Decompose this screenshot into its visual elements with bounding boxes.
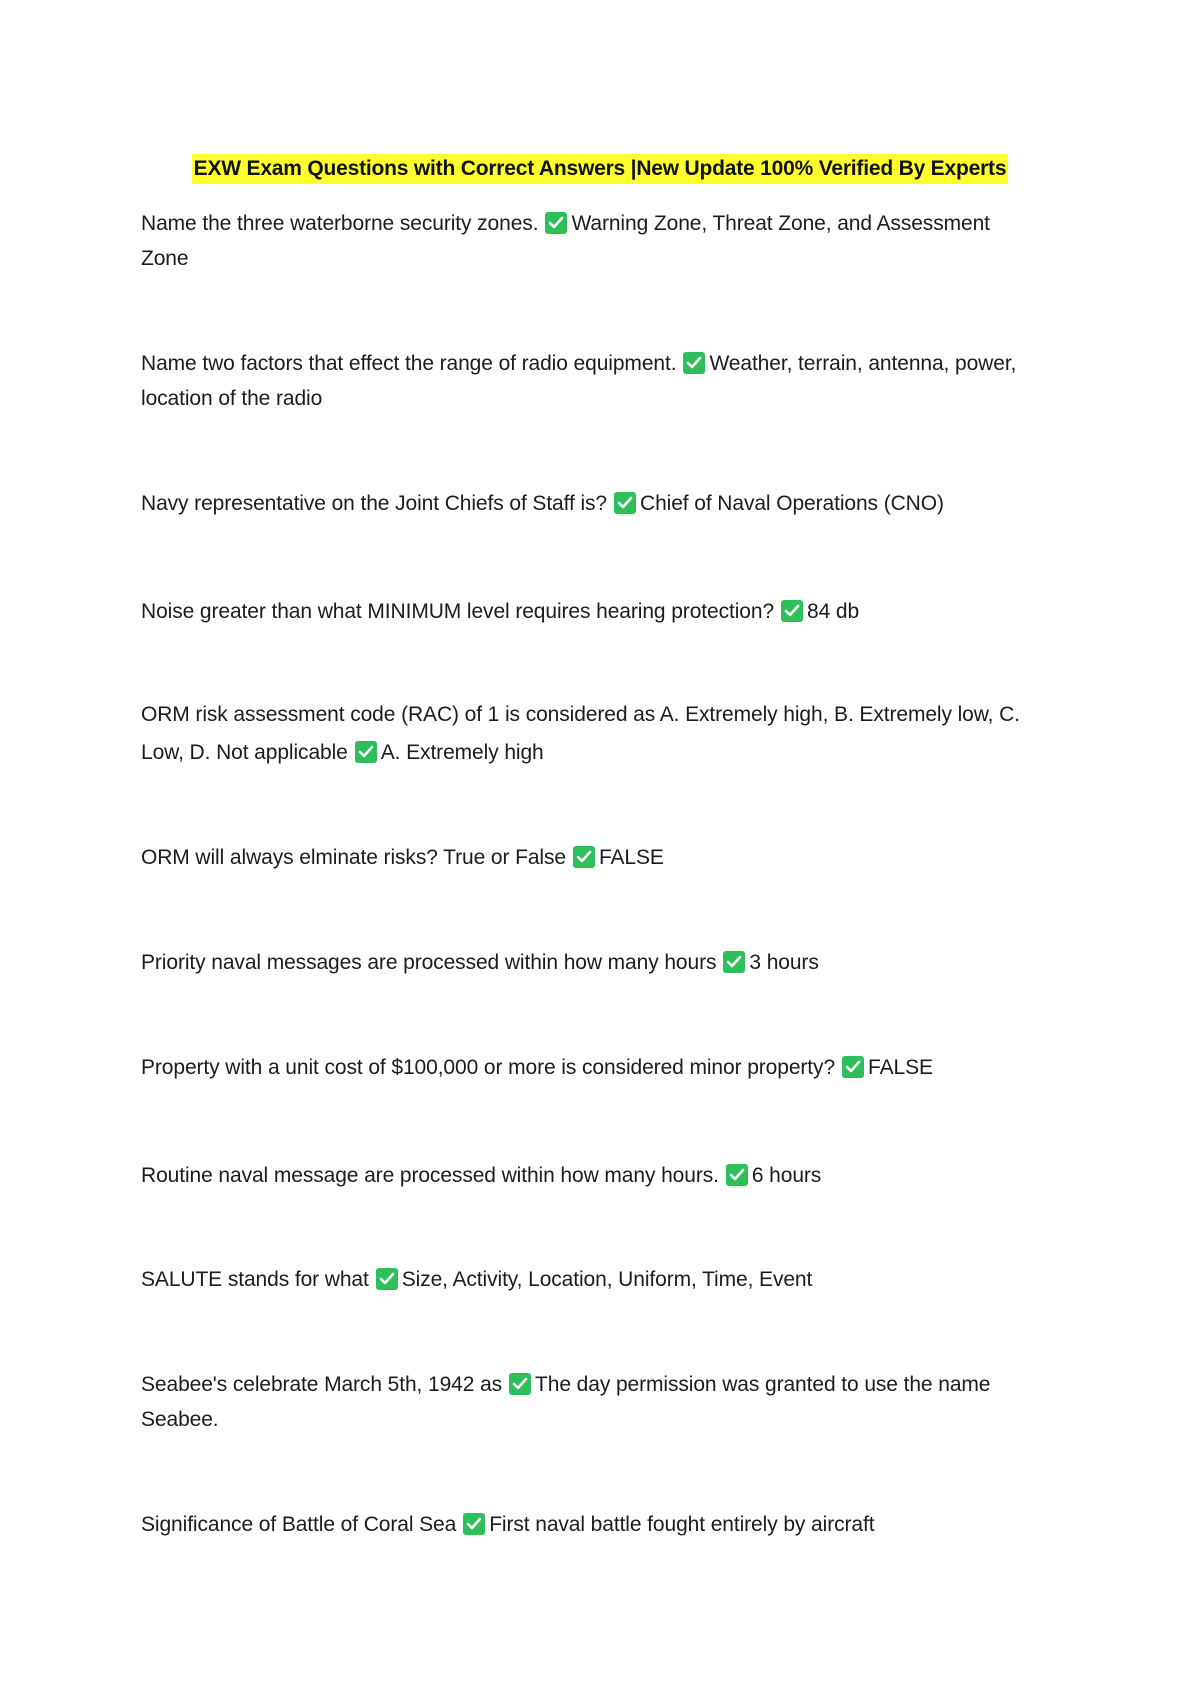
answer-text: The day permission was granted to use the name Seabee. xyxy=(141,1373,991,1431)
question-text: Routine naval message are processed within how many hours. xyxy=(141,1164,719,1187)
qa-item xyxy=(141,346,1041,416)
question-text: ORM risk assessment code (RAC) of 1 is considered as A. Extremely high, B. Extremely low, C. Low, D. Not applicable xyxy=(141,703,1020,764)
check-mark-icon xyxy=(573,846,595,868)
answer-text: First naval battle fought entirely by aircraft xyxy=(489,1513,875,1536)
qa-item xyxy=(141,1507,1041,1542)
answer-text: Size, Activity, Location, Uniform, Time, Event xyxy=(401,1268,813,1291)
qa-item xyxy=(141,1262,1041,1297)
question-text: Name the three waterborne security zones. xyxy=(141,212,539,235)
answer-text: Warning Zone, Threat Zone, and Assessment Zone xyxy=(141,212,990,270)
question-text: SALUTE stands for what xyxy=(141,1268,369,1291)
check-mark-icon xyxy=(355,741,377,763)
qa-item xyxy=(141,206,1041,276)
check-mark-icon xyxy=(509,1373,531,1395)
question-text: Property with a unit cost of $100,000 or more is considered minor property? xyxy=(141,1056,836,1079)
check-mark-icon xyxy=(614,492,636,514)
document-title: EXW Exam Questions with Correct Answers |New Update 100% Verified By Experts xyxy=(192,154,1009,184)
check-mark-icon xyxy=(545,212,567,234)
question-text: Name two factors that effect the range of radio equipment. xyxy=(141,352,677,375)
question-text: ORM will always elminate risks? True or False xyxy=(141,846,566,869)
qa-item xyxy=(141,1367,1041,1437)
question-text: Noise greater than what MINIMUM level requires hearing protection? xyxy=(141,600,775,623)
answer-text: A. Extremely high xyxy=(380,741,544,764)
answer-text: FALSE xyxy=(868,1056,933,1079)
answer-text: Weather, terrain, antenna, power, location of the radio xyxy=(141,352,1017,410)
answer-text: Chief of Naval Operations (CNO) xyxy=(640,492,944,515)
question-text: Significance of Battle of Coral Sea xyxy=(141,1513,457,1536)
qa-item xyxy=(141,945,1041,980)
answer-text: 84 db xyxy=(807,600,860,623)
answer-text: FALSE xyxy=(598,846,664,869)
qa-item xyxy=(141,594,1041,629)
answer-text: 6 hours xyxy=(751,1164,822,1187)
question-text: Seabee's celebrate March 5th, 1942 as xyxy=(141,1373,503,1396)
qa-item xyxy=(141,1158,1041,1193)
check-mark-icon xyxy=(683,352,705,374)
qa-item xyxy=(141,486,1041,521)
qa-item xyxy=(141,1050,1041,1085)
check-mark-icon xyxy=(723,951,745,973)
check-mark-icon xyxy=(376,1268,398,1290)
check-mark-icon xyxy=(726,1164,748,1186)
check-mark-icon xyxy=(842,1056,864,1078)
question-text: Navy representative on the Joint Chiefs of Staff is? xyxy=(141,492,607,515)
qa-item xyxy=(141,696,1041,772)
answer-text: 3 hours xyxy=(749,951,819,974)
title-container xyxy=(0,154,1200,184)
qa-item xyxy=(141,840,1041,875)
check-mark-icon xyxy=(781,600,803,622)
question-text: Priority naval messages are processed within how many hours xyxy=(141,951,717,974)
check-mark-icon xyxy=(463,1513,485,1535)
